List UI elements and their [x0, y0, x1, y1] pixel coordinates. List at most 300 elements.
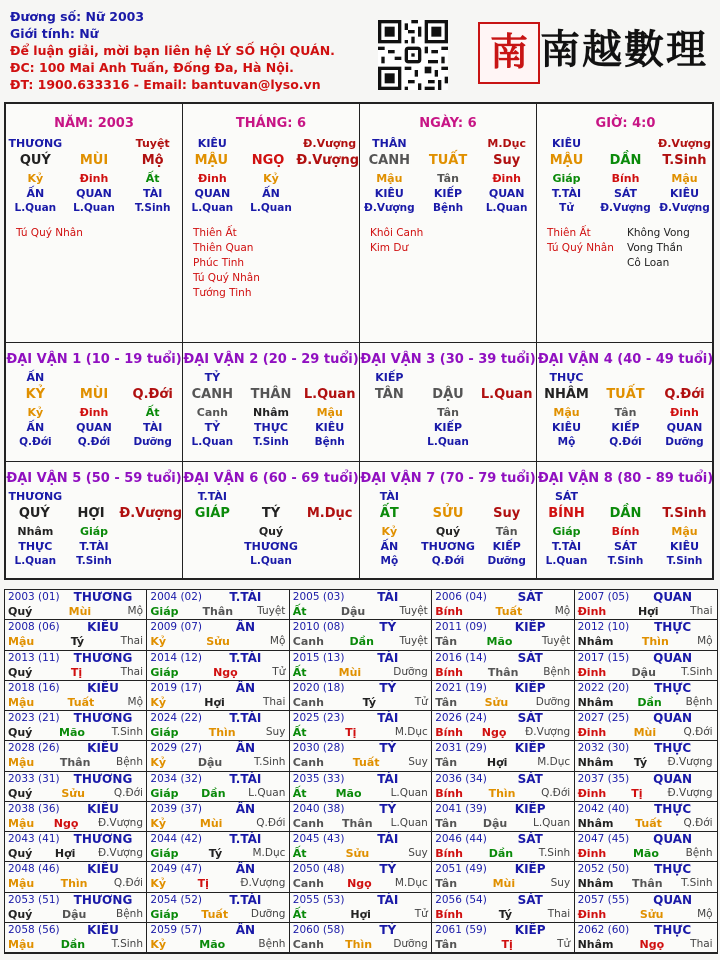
year-cell[interactable] — [5, 590, 147, 620]
dai-van-title: ĐẠI VẬN 8 (80 - 89 tuổi) — [537, 471, 714, 486]
year-stem: Nhâm — [577, 877, 614, 891]
yearly-luck-grid — [4, 589, 718, 954]
year-shen: THƯƠNG — [73, 832, 133, 846]
year-label: 2013 (11) — [8, 651, 60, 664]
dai-van-5 — [6, 461, 183, 580]
year-pillar-row — [8, 666, 143, 679]
dv-main-row — [360, 504, 536, 524]
year-cell[interactable] — [432, 862, 574, 892]
year-cell[interactable] — [575, 741, 717, 771]
pillar-shen-row-cell: THÂN — [372, 137, 407, 150]
dv-hidden-shen-row-cell: KIẾP — [492, 540, 521, 553]
year-stage: Bệnh — [685, 847, 713, 859]
dv-hidden-shen-row-cell: THƯƠNG — [244, 540, 298, 553]
year-cell[interactable] — [5, 772, 147, 802]
year-cell[interactable] — [432, 832, 574, 862]
so-value: Nữ 2003 — [85, 9, 145, 24]
year-label: 2022 (20) — [577, 681, 630, 694]
year-stage: Suy — [265, 726, 286, 738]
year-stage: Bệnh — [116, 907, 143, 920]
year-stage: Mộ — [697, 907, 713, 920]
year-shen: KIÊU — [87, 680, 119, 695]
year-label: 2060 (58) — [292, 923, 345, 936]
pillar-main-row-cell: Suy — [493, 153, 521, 168]
year-label: 2017 (15) — [577, 651, 630, 664]
year-label: 2028 (26) — [8, 742, 60, 755]
year-label: 2046 (44) — [435, 833, 487, 845]
year-branch: Ngọ — [53, 816, 79, 830]
year-cell[interactable] — [290, 741, 432, 771]
pillar-hidden-row-cell: Mậu — [376, 172, 403, 185]
year-pillar-row — [8, 908, 143, 921]
year-branch: Ngọ — [347, 877, 372, 891]
dv-shen-row-cell: THỰC — [549, 371, 584, 384]
year-cell[interactable] — [575, 802, 717, 832]
dv-hidden-row — [537, 405, 714, 420]
year-pillar-row — [293, 908, 428, 921]
pillar-stage-row — [6, 201, 182, 216]
year-cell[interactable] — [5, 802, 147, 832]
year-shen: SÁT — [517, 650, 543, 665]
year-cell[interactable] — [575, 711, 717, 741]
year-stem: Mậu — [8, 816, 35, 830]
year-cell[interactable] — [290, 620, 432, 650]
year-cell[interactable] — [147, 923, 289, 953]
year-stage: Suy — [550, 877, 571, 890]
pillar-main-row-cell: MẬU — [194, 153, 229, 168]
year-stem: Đinh — [577, 786, 607, 800]
pillar-main-row-cell: Đ.Vượng — [296, 153, 360, 168]
year-stem: Bính — [435, 665, 464, 679]
year-shen: T.TÀI — [229, 832, 262, 846]
dv-hidden-row-cell — [477, 405, 536, 420]
year-shen: ẤN — [235, 801, 256, 816]
year-shen: KIẾP — [514, 801, 546, 816]
year-cell[interactable] — [5, 832, 147, 862]
year-cell[interactable] — [147, 620, 289, 650]
year-pillar-row — [435, 605, 570, 618]
year-branch: Dậu — [61, 907, 87, 921]
year-cell[interactable] — [5, 711, 147, 741]
year-label: 2009 (07) — [150, 621, 203, 634]
year-stage: Q.Đới — [113, 877, 143, 890]
dv-hidden-row-cell: Mậu — [671, 525, 698, 538]
pillar-hidden-shen-row — [183, 186, 359, 201]
year-stem: Kỷ — [150, 695, 167, 709]
year-branch: Thân — [202, 605, 234, 618]
pillar-stage-row-cell: Tử — [559, 202, 574, 214]
year-shen: THƯƠNG — [73, 650, 133, 665]
dv-stage-row-cell: Dưỡng — [487, 555, 526, 567]
dv-hidden-row-cell: Kỷ — [27, 406, 44, 419]
year-label: 2007 (05) — [577, 591, 630, 603]
dv-main-row-cell: T.Sinh — [662, 506, 707, 521]
pillar-stage-row-cell — [300, 201, 359, 216]
year-cell[interactable] — [147, 741, 289, 771]
year-stem: Tân — [435, 877, 458, 891]
year-stem: Kỷ — [150, 756, 167, 770]
dv-main-row-cell: DẦN — [609, 506, 642, 521]
pillar-hidden-shen-row-cell: TÀI — [143, 187, 163, 200]
year-stage: T.Sinh — [681, 877, 713, 890]
year-stem: Mậu — [8, 756, 35, 770]
year-stage: Bệnh — [116, 756, 143, 769]
dv-hidden-shen-row-cell: TỶ — [204, 421, 221, 434]
dv-hidden-shen-row-cell: ẤN — [26, 421, 45, 434]
year-branch: Tuất — [201, 907, 229, 921]
year-cell[interactable] — [432, 923, 574, 953]
dai-van-8 — [537, 461, 714, 580]
dv-main-row — [183, 385, 359, 405]
dv-hidden-row-cell: Kỷ — [381, 525, 398, 538]
dv-main-row-cell: CANH — [191, 387, 234, 402]
star-item: Không Vong — [627, 227, 690, 239]
dv-stage-row-cell — [360, 435, 419, 450]
year-cell[interactable] — [575, 832, 717, 862]
year-label: 2044 (42) — [150, 833, 203, 845]
year-label: 2053 (51) — [8, 893, 60, 906]
year-cell[interactable] — [575, 862, 717, 892]
pillar-hidden-row — [537, 171, 714, 186]
dv-hidden-row — [183, 524, 359, 539]
year-label: 2024 (22) — [150, 712, 203, 724]
year-stem: Tân — [435, 816, 458, 830]
year-cell[interactable] — [290, 832, 432, 862]
year-cell[interactable] — [432, 741, 574, 771]
year-stem: Bính — [435, 847, 464, 860]
year-stage: M.Dục — [394, 726, 428, 738]
year-shen: TỶ — [379, 741, 397, 756]
year-pillar-row — [578, 908, 713, 921]
year-label: 2016 (14) — [435, 651, 487, 664]
dv-main-row-cell: BÍNH — [548, 506, 585, 521]
dv-shen-row-cell: TỶ — [204, 371, 221, 384]
year-pillar-row — [150, 787, 285, 800]
year-stage: Tuyệt — [399, 605, 428, 617]
year-cell[interactable] — [147, 893, 289, 923]
dai-van-3 — [360, 342, 537, 461]
year-shen: TỶ — [379, 801, 397, 816]
dv-shen-row — [537, 370, 714, 385]
qr-code-icon[interactable] — [378, 20, 448, 90]
year-cell[interactable] — [290, 802, 432, 832]
year-branch: Tý — [208, 847, 223, 860]
year-cell[interactable] — [147, 802, 289, 832]
dv-stage-row-cell — [123, 554, 182, 569]
dv-hidden-shen-row-cell: SÁT — [613, 540, 638, 553]
year-cell[interactable] — [432, 620, 574, 650]
year-branch: Mão — [335, 786, 362, 800]
year-branch: Mùi — [68, 605, 92, 618]
year-cell[interactable] — [147, 681, 289, 711]
pillar-title: GIỜ: 4:0 — [595, 116, 656, 131]
year-pillar-row — [150, 756, 285, 769]
year-shen: QUAN — [653, 771, 693, 786]
dai-van-1 — [6, 342, 183, 461]
year-stem: Quý — [8, 847, 33, 860]
year-stage: Đ.Vượng — [667, 786, 713, 799]
year-stage: Thai — [547, 907, 571, 920]
year-stage: Thai — [690, 605, 713, 617]
year-stage: Q.Đới — [683, 726, 713, 738]
year-stem: Đinh — [577, 605, 607, 618]
year-stem: Canh — [292, 816, 324, 830]
year-label: 2005 (03) — [292, 591, 345, 603]
pillar-shen-row — [360, 136, 536, 151]
year-stem: Bính — [435, 907, 464, 921]
dv-shen-row-cell — [477, 489, 536, 504]
year-stem: Mậu — [8, 937, 35, 951]
year-pillar-row — [150, 605, 285, 618]
year-cell[interactable] — [5, 893, 147, 923]
pillar-hidden-row — [6, 171, 182, 186]
year-pillar-row — [435, 635, 570, 648]
year-branch: Tý — [362, 695, 377, 709]
pillar-stage-row-cell: L.Quan — [485, 202, 528, 214]
pillar-hidden-row-cell: Mậu — [671, 172, 698, 185]
pillar-title: NGÀY: 6 — [419, 116, 477, 131]
year-label: 2006 (04) — [435, 591, 487, 603]
year-cell[interactable] — [5, 923, 147, 953]
year-label: 2012 (10) — [577, 621, 630, 634]
year-stage: Tuyệt — [257, 605, 286, 617]
year-stem: Quý — [8, 605, 33, 618]
year-stage: Tử — [272, 665, 286, 678]
dv-main-row — [537, 504, 714, 524]
dv-shen-row-cell — [596, 489, 655, 504]
dv-main-row-cell: TÝ — [261, 506, 281, 521]
year-shen: SÁT — [517, 771, 543, 786]
pillar-main-row-cell: NGỌ — [251, 153, 285, 168]
year-cell[interactable] — [5, 651, 147, 681]
dv-shen-row-cell — [419, 370, 478, 385]
pillar-3 — [360, 104, 537, 342]
year-pillar-row — [8, 726, 143, 739]
brand-text: 南越數理 — [540, 26, 708, 73]
year-cell[interactable] — [290, 923, 432, 953]
pillar-shen-row — [183, 136, 359, 151]
year-cell[interactable] — [575, 923, 717, 953]
dv-stage-row — [537, 435, 714, 450]
dv-main-row-cell: ẤT — [379, 506, 399, 521]
year-branch: Mão — [199, 937, 226, 951]
dv-stage-row-cell: Bệnh — [314, 436, 345, 448]
year-pillar-row — [435, 726, 570, 739]
year-branch: Thìn — [345, 937, 373, 951]
year-shen: TÀI — [377, 650, 399, 665]
year-cell[interactable] — [575, 590, 717, 620]
year-shen: T.TÀI — [229, 892, 262, 907]
year-shen: THƯƠNG — [73, 711, 133, 725]
year-cell[interactable] — [290, 893, 432, 923]
year-branch: Hợi — [486, 756, 508, 770]
dv-hidden-shen-row-cell: QUAN — [76, 421, 112, 434]
year-stem: Kỷ — [150, 877, 167, 891]
pillar-shen-row-cell: Đ.Vượng — [303, 137, 357, 150]
year-cell[interactable] — [290, 681, 432, 711]
year-shen: KIẾP — [514, 680, 546, 695]
year-stem: Ất — [292, 726, 307, 739]
pillar-hidden-row-cell: Kỷ — [27, 172, 44, 185]
pillar-hidden-shen-row-cell: T.TÀI — [551, 187, 582, 200]
year-branch: Tuất — [635, 816, 662, 830]
year-stem: Canh — [292, 937, 324, 951]
year-pillar-row — [435, 817, 570, 830]
year-shen: QUAN — [653, 590, 693, 604]
year-label: 2052 (50) — [577, 863, 630, 876]
dv-stage-row-cell: Dưỡng — [665, 436, 704, 448]
year-branch: Ngọ — [481, 726, 507, 739]
year-cell[interactable] — [575, 681, 717, 711]
year-cell[interactable] — [147, 832, 289, 862]
pillar-stage-row-cell: Đ.Vượng — [659, 202, 710, 214]
pillar-shen-row-cell: Tuyệt — [135, 137, 170, 150]
dv-hidden-row-cell: Tân — [614, 406, 637, 419]
dv-hidden-row-cell: Canh — [196, 406, 228, 419]
year-pillar-row — [578, 877, 713, 890]
year-cell[interactable] — [432, 772, 574, 802]
year-shen: TỶ — [379, 922, 397, 937]
year-stage: M.Dục — [537, 756, 571, 769]
year-cell[interactable] — [290, 651, 432, 681]
year-cell[interactable] — [575, 620, 717, 650]
year-branch: Dậu — [482, 816, 508, 830]
year-cell[interactable] — [575, 651, 717, 681]
pillar-hidden-row-cell: Đinh — [79, 172, 109, 185]
year-stem: Bính — [435, 786, 464, 800]
pillar-hidden-shen-row-cell: SÁT — [613, 187, 638, 200]
dv-hidden-row-cell: Tân — [437, 406, 459, 419]
year-pillar-row — [435, 787, 570, 800]
star-item: Cô Loan — [627, 257, 670, 269]
dv-stage-row-cell: Q.Đới — [431, 555, 465, 567]
pillar-stage-row-cell: Đ.Vượng — [600, 202, 651, 214]
pillar-shen-row-cell: M.Dục — [487, 137, 526, 150]
year-cell[interactable] — [147, 862, 289, 892]
year-cell[interactable] — [290, 772, 432, 802]
dv-hidden-row — [6, 524, 182, 539]
year-shen: T.TÀI — [229, 771, 262, 786]
pillar-main-row-cell: QUÝ — [19, 153, 51, 168]
year-shen: QUAN — [653, 711, 693, 725]
year-cell[interactable] — [147, 711, 289, 741]
year-pillar-row — [293, 605, 428, 618]
year-label: 2049 (47) — [150, 863, 203, 876]
gioi-value: Nữ — [79, 26, 99, 41]
dv-shen-row-cell: THƯƠNG — [8, 490, 63, 503]
year-cell[interactable] — [432, 681, 574, 711]
year-branch: Tị — [70, 665, 83, 679]
year-cell[interactable] — [147, 772, 289, 802]
year-stage: Bệnh — [685, 695, 713, 708]
year-stem: Giáp — [150, 726, 179, 739]
year-pillar-row — [435, 938, 570, 951]
year-branch: Thìn — [488, 786, 516, 800]
year-label: 2032 (30) — [577, 742, 630, 755]
year-stage: Suy — [408, 756, 428, 769]
year-stem: Tân — [435, 937, 458, 951]
year-stage: Dưỡng — [535, 695, 571, 708]
year-label: 2042 (40) — [577, 802, 630, 815]
dv-hidden-row-cell: Mậu — [553, 406, 580, 419]
year-cell[interactable] — [432, 893, 574, 923]
dai-van-title: ĐẠI VẬN 3 (30 - 39 tuổi) — [360, 352, 536, 367]
year-stem: Bính — [435, 605, 464, 618]
year-cell[interactable] — [290, 590, 432, 620]
year-cell[interactable] — [5, 681, 147, 711]
year-cell[interactable] — [575, 893, 717, 923]
year-cell[interactable] — [5, 620, 147, 650]
dv-shen-row-cell — [596, 370, 655, 385]
year-shen: KIẾP — [514, 862, 546, 877]
year-shen: KIÊU — [87, 862, 119, 877]
dv-hidden-row-cell: Ất — [145, 406, 160, 419]
pillar-shen-row-cell: KIÊU — [197, 137, 227, 150]
so-label: Đương số: — [10, 9, 82, 24]
year-cell[interactable] — [575, 772, 717, 802]
dv-hidden-row-cell: Tân — [495, 525, 518, 538]
year-cell[interactable] — [432, 802, 574, 832]
year-cell[interactable] — [5, 862, 147, 892]
year-shen: TỶ — [379, 620, 397, 635]
phone-email-line[interactable]: ĐT: 1900.633316 - Email: bantuvan@lyso.vn — [10, 77, 321, 92]
year-cell[interactable] — [5, 741, 147, 771]
year-branch: Ngọ — [639, 937, 665, 951]
year-label: 2030 (28) — [292, 742, 345, 755]
year-shen: THƯƠNG — [73, 590, 133, 604]
year-branch: Dần — [488, 847, 514, 860]
year-stage: T.Sinh — [111, 726, 143, 738]
dv-hidden-row-cell — [300, 524, 359, 539]
year-pillar-row — [435, 877, 570, 890]
year-cell[interactable] — [147, 651, 289, 681]
year-stage: Bệnh — [543, 665, 571, 678]
dv-shen-row-cell — [655, 489, 714, 504]
year-cell[interactable] — [290, 711, 432, 741]
pillar-hidden-shen-row-cell — [300, 186, 359, 201]
year-stem: Canh — [292, 877, 324, 891]
dv-shen-row-cell — [65, 489, 124, 504]
gioi-label: Giới tính: — [10, 26, 75, 41]
pillar-main-row-cell: DẦN — [609, 153, 642, 168]
dv-stage-row-cell: Q.Đới — [609, 436, 642, 448]
year-cell[interactable] — [147, 590, 289, 620]
dv-shen-row — [360, 370, 536, 385]
year-cell[interactable] — [432, 590, 574, 620]
year-branch: Hợi — [54, 847, 76, 860]
dai-van-title: ĐẠI VẬN 7 (70 - 79 tuổi) — [360, 471, 536, 486]
pillar-shen-row — [537, 136, 714, 151]
pillar-title: NĂM: 2003 — [54, 116, 134, 131]
year-stem: Canh — [292, 756, 324, 770]
year-label: 2014 (12) — [150, 651, 203, 664]
year-label: 2058 (56) — [8, 923, 60, 936]
year-branch: Sửu — [345, 847, 370, 860]
dv-stage-row-cell: T.Sinh — [607, 555, 644, 567]
year-label: 2004 (02) — [150, 591, 203, 603]
dv-main-row-cell: TUẤT — [606, 387, 645, 402]
year-cell[interactable] — [432, 651, 574, 681]
year-pillar-row — [578, 847, 713, 860]
year-shen: TÀI — [377, 832, 399, 846]
year-label: 2045 (43) — [292, 833, 345, 845]
year-cell[interactable] — [290, 862, 432, 892]
star-item: Thiên Ất — [193, 227, 237, 239]
year-stem: Giáp — [150, 786, 179, 800]
year-cell[interactable] — [432, 711, 574, 741]
pillar-hidden-row-cell: Đinh — [492, 172, 521, 185]
dv-stage-row-cell: T.Sinh — [253, 436, 289, 448]
